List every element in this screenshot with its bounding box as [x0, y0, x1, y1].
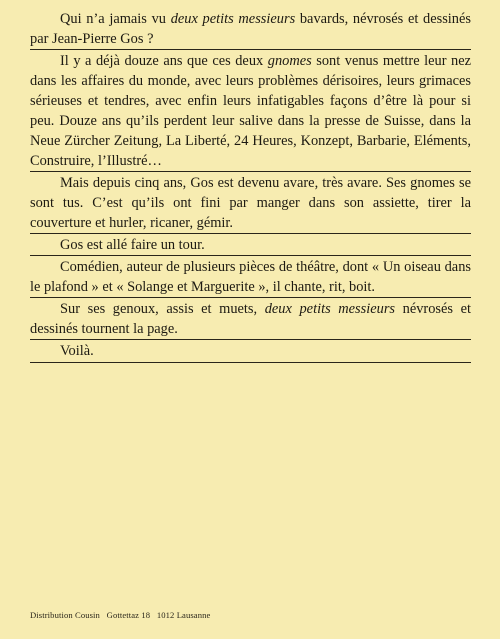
- text-run: Sur ses genoux, assis et muets,: [60, 301, 265, 317]
- paragraph: [30, 255, 471, 297]
- text-run: Gos est allé faire un tour.: [60, 237, 205, 253]
- text-run: Qui n’a jamais vu: [60, 11, 171, 27]
- text-run: névrosés et dessinés tournent la page.: [30, 301, 471, 337]
- italic-run: deux petits messieurs: [264, 301, 396, 317]
- paragraph: [30, 339, 471, 363]
- distribution-footer: Distribution Cousin Gottettaz 18 1012 Lausanne: [30, 610, 211, 620]
- paragraph: [30, 9, 471, 49]
- text-run: Mais depuis cinq ans, Gos est devenu avare, très avare. Ses gnomes se sont tus. C’est qu’ils ont fini par manger dans son assiette, tirer la couverture et hurler, ricaner, gémir.: [30, 175, 471, 231]
- text-run: sont venus mettre leur nez dans les affaires du monde, avec leurs problèmes dérisoires, leurs grimaces sérieuses et tendres, avec enfin leurs infatigables façons d’être là pour si peu. Douze ans qu’ils perdent leur salive dans la presse de Suisse, dans la Neue Zürcher Zeitung, La Liberté, 24 Heures, Konzept, Barbarie, Eléments, Construire, l’Illustré…: [30, 53, 472, 169]
- text-run: bavards, névrosés et dessinés par Jean-Pierre Gos ?: [30, 11, 471, 47]
- text-run: Comédien, auteur de plusieurs pièces de théâtre, dont « Un oiseau dans le plafond » et « Solange et Marguerite », il chante, rit, boit.: [30, 259, 471, 295]
- text-run: Voilà.: [60, 343, 94, 359]
- body-text: [30, 9, 471, 363]
- paragraph: [30, 297, 471, 339]
- paragraph: [30, 171, 471, 233]
- italic-run: gnomes: [267, 53, 312, 69]
- text-run: Il y a déjà douze ans que ces deux: [60, 53, 268, 69]
- italic-run: deux petits messieurs: [170, 11, 296, 27]
- paragraph: [30, 233, 471, 255]
- paragraph: [30, 49, 471, 171]
